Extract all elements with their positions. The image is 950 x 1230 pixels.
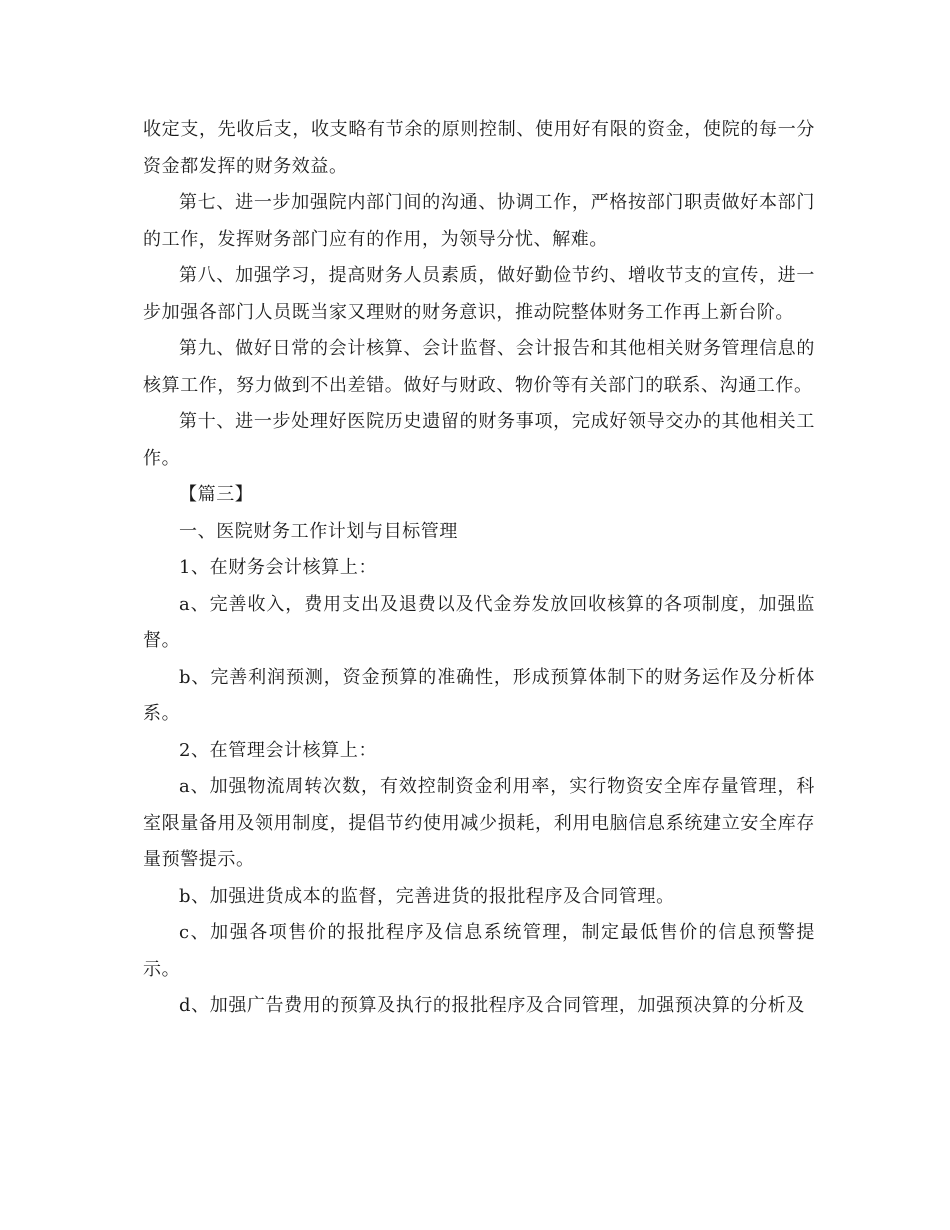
paragraph-ma-item-d: d、加强广告费用的预算及执行的报批程序及合同管理，加强预决算的分析及	[179, 995, 805, 1016]
subheading-financial-accounting: 1、在财务会计核算上：	[179, 557, 378, 578]
paragraph-ma-item-c: c、加强各项售价的报批程序及信息系统管理，制定最低售价的信息预警提示。	[143, 922, 815, 980]
section-heading-part-3: 【篇三】	[179, 484, 254, 505]
document-body	[143, 112, 815, 1025]
paragraph-item-7: 第七、进一步加强院内部门间的沟通、协调工作，严格按部门职责做好本部门的工作，发挥财务部门应有的作用，为领导分忧、解难。	[143, 192, 815, 250]
subheading-plan-and-goals: 一、医院财务工作计划与目标管理	[179, 520, 458, 542]
paragraph-item-9: 第九、做好日常的会计核算、会计监督、会计报告和其他相关财务管理信息的核算工作，努力做到不出差错。做好与财政、物价等有关部门的联系、沟通工作。	[143, 338, 815, 396]
paragraph-fa-item-b: b、完善利润预测，资金预算的准确性，形成预算体制下的财务运作及分析体系。	[143, 666, 815, 724]
paragraph-item-10: 第十、进一步处理好医院历史遗留的财务事项，完成好领导交办的其他相关工作。	[143, 411, 815, 469]
paragraph-budget-principle: 收定支，先收后支，收支略有节余的原则控制、使用好有限的资金，使院的每一分资金都发挥的财务效益。	[143, 119, 815, 177]
paragraph-item-8: 第八、加强学习，提高财务人员素质，做好勤俭节约、增收节支的宣传，进一步加强各部门人员既当家又理财的财务意识，推动院整体财务工作再上新台阶。	[143, 265, 815, 323]
subheading-management-accounting: 2、在管理会计核算上：	[179, 739, 378, 761]
paragraph-ma-item-b: b、加强进货成本的监督，完善进货的报批程序及合同管理。	[179, 885, 675, 907]
paragraph-ma-item-a: a、加强物流周转次数，有效控制资金利用率，实行物资安全库存量管理，科室限量备用及领用制度，提倡节约使用减少损耗，利用电脑信息系统建立安全库存量预警提示。	[143, 776, 815, 870]
paragraph-fa-item-a: a、完善收入，费用支出及退费以及代金券发放回收核算的各项制度，加强监督。	[143, 593, 815, 651]
